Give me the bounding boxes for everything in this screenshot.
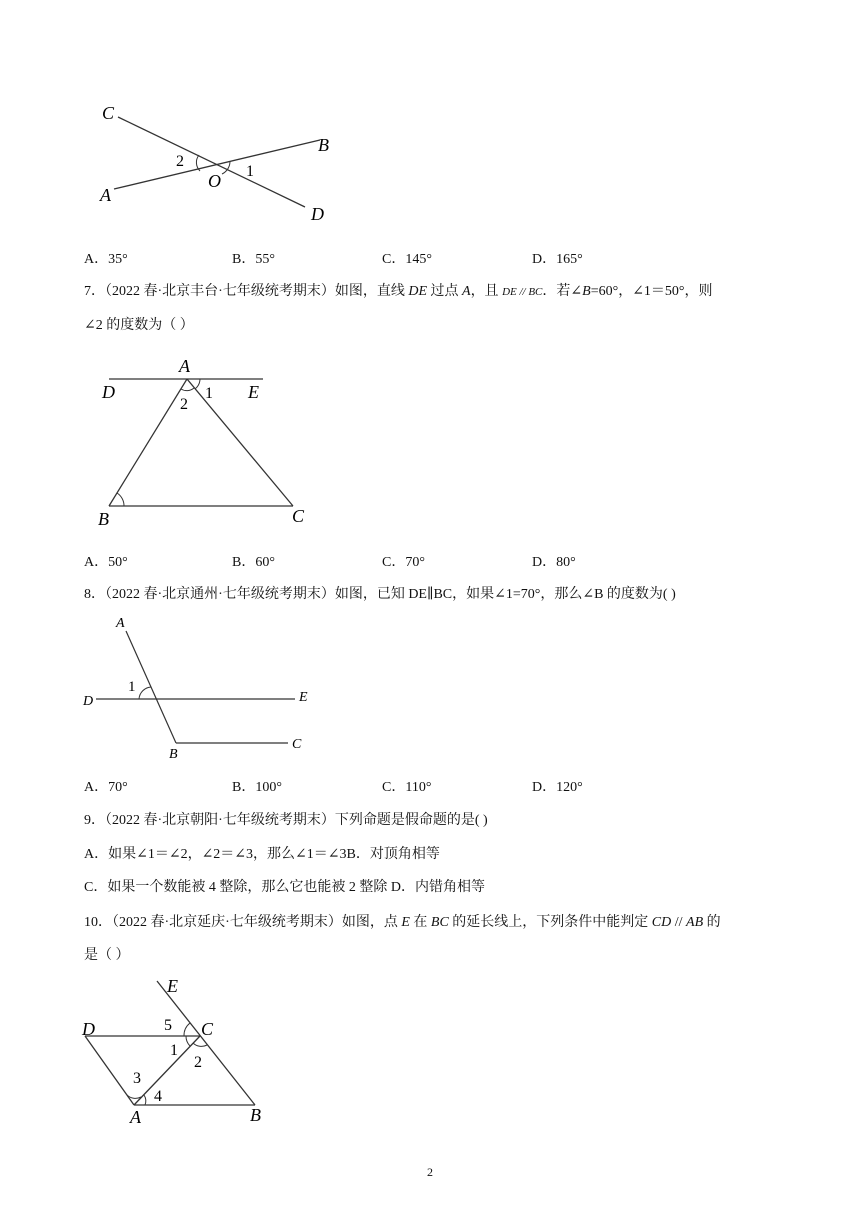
q10-figure bbox=[75, 975, 295, 1130]
q10-label-a: A bbox=[130, 1107, 141, 1127]
q10-label-angle5: 5 bbox=[164, 1017, 172, 1034]
q6-label-b: B bbox=[318, 135, 329, 155]
q7-option-d[interactable]: D．80° bbox=[532, 555, 576, 570]
q6-line-cd bbox=[118, 117, 305, 207]
q7-label-a: A bbox=[179, 356, 190, 376]
q8-label-c: C bbox=[292, 737, 302, 752]
q8-label-a: A bbox=[116, 616, 125, 631]
q9-options-ab[interactable]: A．如果∠1＝∠2，∠2＝∠3，那么∠1＝∠3B．对顶角相等 bbox=[84, 847, 440, 862]
q9-options-cd[interactable]: C．如果一个数能被 4 整除，那么它也能被 2 整除 D．内错角相等 bbox=[84, 880, 485, 895]
q10-angle4-arc bbox=[144, 1095, 146, 1105]
q7-angle-b-arc bbox=[117, 493, 124, 506]
q7-angle1-arc bbox=[195, 379, 200, 389]
q6-label-d: D bbox=[311, 204, 324, 224]
q6-option-d[interactable]: D．165° bbox=[532, 252, 583, 267]
q10-label-b: B bbox=[250, 1105, 261, 1125]
q7-label-angle2: 2 bbox=[180, 396, 188, 413]
q7-label-b: B bbox=[98, 509, 109, 529]
q7-option-b[interactable]: B．60° bbox=[232, 555, 275, 570]
q7-side-ab bbox=[109, 379, 187, 506]
q7-stem-line2: ∠2 的度数为（ ） bbox=[84, 318, 194, 333]
q10-label-d: D bbox=[82, 1019, 95, 1039]
q10-label-angle4: 4 bbox=[154, 1088, 162, 1105]
q6-label-angle2: 2 bbox=[176, 153, 184, 170]
q10-stem-line2: 是（ ） bbox=[84, 948, 130, 963]
q7-stem-line1: 7．（2022 春·北京丰台·七年级统考期末）如图，直线 DE 过点 A，且 DE // BC．若∠B=60°，∠1＝50°，则 bbox=[84, 284, 713, 299]
q10-diag-ac bbox=[134, 1036, 200, 1105]
q7-figure bbox=[95, 355, 325, 530]
q10-stem-line1: 10．（2022 春·北京延庆·七年级统考期末）如图，点 E 在 BC 的延长线上，下列条件中能判定 CD // AB 的 bbox=[84, 915, 721, 930]
q7-label-angle1: 1 bbox=[205, 385, 213, 402]
q7-option-c[interactable]: C．70° bbox=[382, 555, 425, 570]
q8-option-a[interactable]: A．70° bbox=[84, 780, 128, 795]
q8-angle1-arc bbox=[139, 687, 151, 699]
q6-label-c: C bbox=[102, 103, 115, 123]
q10-side-da bbox=[85, 1036, 134, 1105]
q6-label-o: O bbox=[208, 171, 221, 191]
q10-angle5-arc bbox=[184, 1023, 190, 1036]
q8-label-e: E bbox=[299, 690, 308, 705]
q10-angle1-arc bbox=[186, 1036, 190, 1046]
q7-side-ac bbox=[187, 379, 293, 506]
q10-label-c: C bbox=[201, 1019, 214, 1039]
q10-label-e: E bbox=[167, 976, 178, 996]
q8-option-d[interactable]: D．120° bbox=[532, 780, 583, 795]
q7-angle2-arc bbox=[181, 388, 194, 391]
q7-label-e: E bbox=[248, 382, 259, 402]
page-number: 2 bbox=[427, 1165, 433, 1179]
q6-option-b[interactable]: B．55° bbox=[232, 252, 275, 267]
q8-option-c[interactable]: C．110° bbox=[382, 780, 432, 795]
q6-figure bbox=[90, 95, 350, 230]
q6-label-angle1: 1 bbox=[246, 163, 254, 180]
q7-option-a[interactable]: A．50° bbox=[84, 555, 128, 570]
q8-label-b: B bbox=[169, 747, 178, 762]
q8-figure bbox=[80, 612, 320, 762]
q10-label-angle1: 1 bbox=[170, 1042, 178, 1059]
q10-label-angle3: 3 bbox=[133, 1070, 141, 1087]
q8-label-d: D bbox=[83, 694, 94, 709]
q6-option-c[interactable]: C．145° bbox=[382, 252, 432, 267]
q7-label-d: D bbox=[102, 382, 115, 402]
q10-label-angle2: 2 bbox=[194, 1054, 202, 1071]
q9-stem: 9．（2022 春·北京朝阳·七年级统考期末）下列命题是假命题的是( ) bbox=[84, 813, 488, 828]
q10-angle2-arc bbox=[193, 1043, 207, 1046]
q8-stem-line1: 8．（2022 春·北京通州·七年级统考期末）如图，已知 DE∥BC，如果∠1=70°，那么∠B 的度数为( ) bbox=[84, 587, 676, 602]
q8-label-angle1: 1 bbox=[128, 679, 136, 695]
q8-option-b[interactable]: B．100° bbox=[232, 780, 282, 795]
q6-label-a: A bbox=[100, 185, 111, 205]
q6-option-a[interactable]: A．35° bbox=[84, 252, 128, 267]
q7-label-c: C bbox=[292, 506, 305, 526]
